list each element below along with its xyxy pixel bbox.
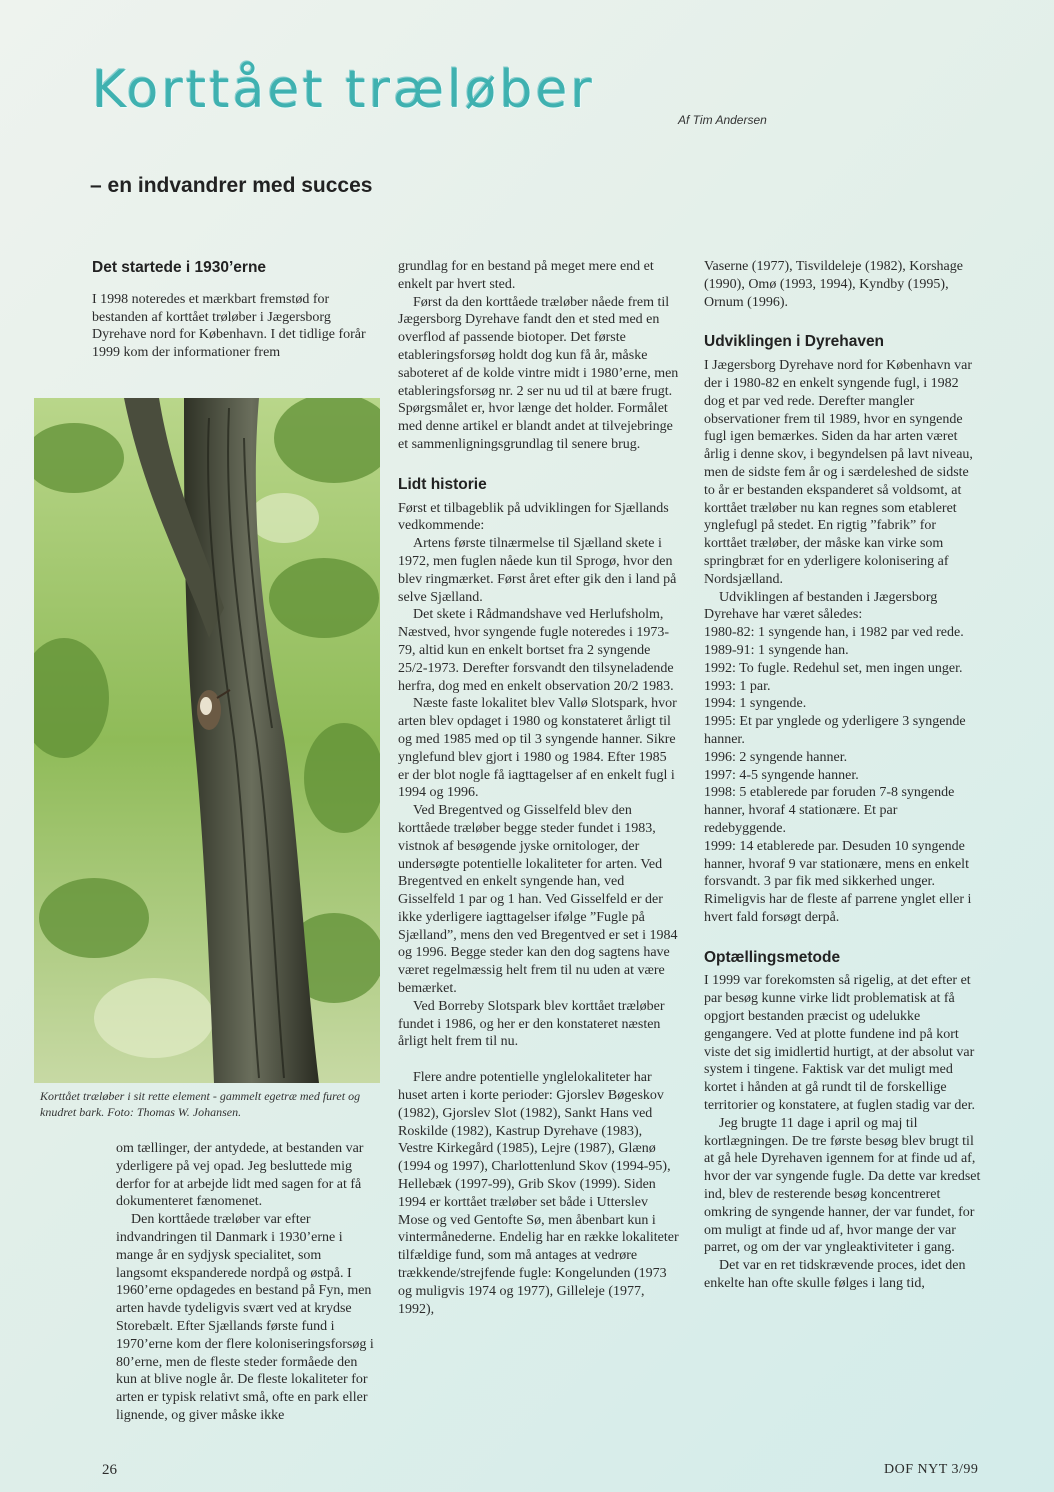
paragraph: Det var en ret tidskrævende proces, idet den enkelte han ofte skulle følges i lang tid,: [704, 1258, 966, 1292]
timeline-item: 1996: 2 syngende hanner.: [704, 749, 848, 765]
timeline-item: 1997: 4-5 syngende hanner.: [704, 767, 859, 783]
photo-illustration: [34, 398, 380, 1083]
column-2: [398, 258, 680, 1318]
paragraph: Vaserne (1977), Tisvildeleje (1982), Korshage (1990), Omø (1993, 1994), Kyndby (1995), Ornum (1996).: [704, 259, 963, 310]
paragraph: Først da den korttåede træløber nåede frem til Jægersborg Dyrehave fandt den et sted med en overflod af passende biotoper. Det første etableringsforsøg holdt dog kun få år, måske saboteret af de kolde vintre midt i 1980’erne, men etableringsforsøg nr. 2 ser nu ud til at bære frugt. Spørgsmålet er, hvor længe det holder. Formålet med denne artikel er blandt andet at tilvejebringe et sammenligningsgrundlag til senere brug.: [398, 294, 679, 452]
paragraph: grundlag for en bestand på meget mere end et enkelt par hvert sted.: [398, 259, 654, 292]
paragraph: Artens første tilnærmelse til Sjælland skete i 1972, men fuglen nåede kun til Sprogø, hvor den blev ringmærket. Først året efter gik den i land på selve Sjælland.: [398, 536, 677, 605]
paragraph: Ved Bregentved og Gisselfeld blev den korttåede træløber begge steder fundet i 1983, vistnok af besøgende jyske ornitologer, der undersøgte potentielle lokaliteter for arten. Ved Bregentved en enkelt syngende han, ved Gisselfeld 1 par og 1 han. Ved Gisselfeld er der ikke yderligere iagttagelser ifølge ”Fugle på Sjælland”, mens den ved Bregentved er set i 1984 og 1996. Begge steder kan den dog sagtens have været regelmæssig helt frem til nu uden at være bemærket.: [398, 803, 678, 997]
timeline-item: 1980-82: 1 syngende han, i 1982 par ved rede.: [704, 625, 964, 641]
timeline-item: 1995: Et par ynglede og yderligere 3 syngende hanner.: [704, 714, 966, 747]
paragraph: Ved Borreby Slotspark blev korttået træløber fundet i 1986, og her er den konstateret næsten årligt helt frem til nu.: [398, 998, 665, 1050]
paragraph: I 1999 var forekomsten så rigelig, at det efter et par besøg kunne virke lidt problematisk at få opgjort bestanden præcist og udelukke gengangere. Ved at plotte fundene ind på kort viste det sig imidlertid hurtigt, at der absolut var system i tingene. Faktisk var det muligt med kortet i hånden at gå rundt til de forskellige territorier og konstatere, at fuglen stadig var der.: [704, 973, 975, 1114]
paragraph: Udviklingen af bestanden i Jægersborg Dyrehave har været således:: [704, 589, 938, 623]
paragraph: Jeg brugte 11 dage i april og maj til kortlægningen. De tre første besøg blev brugt til at gå hele Dyrehaven igennem for at finde ud af, hvor der var syngende fugle. Da dette var kredset ind, blev de resterende besøg koncentreret omkring de syngende hanner, der var fundet, for om muligt at finde ud af, hvor mange der var parret, og om der var yngleaktiviteter i gang.: [704, 1115, 981, 1256]
paragraph: I Jægersborg Dyrehave nord for København var der i 1980-82 en enkelt syngende fugl, i 1982 dog et par ved rede. Derefter mangler observationer frem til 1989, hvor en syngende fugl igen bemærkes. Siden da har arten været årlig i denne skov, i begyndelsen på lavt niveau, men de sidste fem år og i særdeleshed de sidste to år er bestanden ekspanderet så voldsomt, at korttået træløber nu kan regnes som etableret ynglefugl på stedet. En rigtig ”fabrik” for korttået træløber, der måske kan virke som springbræt for en yderligere kolonisering af Nordsjælland.: [704, 358, 973, 587]
paragraph: Den korttåede træløber var efter indvandringen til Danmark i 1930’erne i mange år en sydjysk specialitet, som langsomt ekspanderede nordpå og østpå. I 1960’erne opdagedes en bestand på Fyn, men arten havde tydeligvis svært ved at krydse Storebælt. Efter Sjællands første fund i 1970’erne kom der flere koloniseringsforsøg i 80’erne, men de fleste steder formåede den kun at blive nogle år. De fleste lokaliteter for arten er typisk relativt små, ofte en park eller lignende, og giver måske ikke: [116, 1212, 374, 1423]
column-1-bottom: [116, 1140, 374, 1425]
timeline-item: 1994: 1 syngende.: [704, 696, 807, 712]
timeline-item: 1989-91: 1 syngende han.: [704, 642, 849, 658]
paragraph: Næste faste lokalitet blev Vallø Slotspark, hvor arten blev opdaget i 1980 og konstateret årligt til og med 1985 med op til 3 syngende hanner. Sikre ynglefund blev gjort i 1980 og 1984. Efter 1985 er der blot nogle få iagttagelser af en enkelt fugl i 1994 og 1996.: [398, 696, 677, 801]
column-1-top: [92, 259, 370, 362]
timeline-item: 1999: 14 etablerede par. Desuden 10 syngende hanner, hvoraf 9 var stationære, mens en enkelt forsvandt. 3 par fik med sikkerhed unger. Rimeligvis har de fleste af parrene ynglet eller i hvert fald forsøgt derpå.: [704, 838, 972, 925]
page-number: 26: [102, 1462, 117, 1478]
magazine-footer: DOF NYT 3/99: [884, 1462, 979, 1477]
paragraph: I 1998 noteredes et mærkbart fremstød for bestanden af korttået trøløber i Jægersborg Dyrehave nord for København. I det tidlige forår 1999 kom der informationer frem: [92, 291, 366, 361]
timeline-item: 1993: 1 par.: [704, 678, 771, 694]
paragraph: Det skete i Rådmandshave ved Herlufsholm, Næstved, hvor syngende fugle noteredes i 1973-79, altid kun en enkelt bortset fra 2 syngende 25/2-1973. Derefter forsvandt den tilsyneladende herfra, dog med en enkelt observation 20/2 1983.: [398, 607, 674, 694]
section-heading-1930: Det startede i 1930’erne: [92, 259, 267, 276]
article-subtitle: – en indvandrer med succes: [90, 174, 373, 197]
timeline-item: 1992: To fugle. Redehul set, men ingen unger.: [704, 660, 963, 676]
byline: Af Tim Andersen: [678, 113, 767, 127]
section-heading-method: Optællingsmetode: [704, 948, 841, 966]
paragraph: om tællinger, der antydede, at bestanden var yderligere på vej opad. Jeg besluttede mig derfor for at arbejde lidt med sagen for at få dokumenteret fænomenet.: [116, 1141, 364, 1210]
timeline-item: 1998: 5 etablerede par foruden 7-8 syngende hanner, hvoraf 4 stationære. Et par redebyggende.: [704, 785, 955, 836]
section-heading-dyrehaven: Udviklingen i Dyrehaven: [704, 333, 885, 351]
column-3: [704, 258, 982, 1293]
treecreeper-photo: [34, 398, 380, 1083]
paragraph: Flere andre potentielle ynglelokaliteter har huset arten i korte perioder: Gjorslev Bøgeskov (1982), Gjorslev Slot (1982), Sankt Hans ved Roskilde (1982), Kastrup Dyrehave (1983), Vestre Kirkegård (1985), Lejre (1987), Glænø (1994 og 1997), Charlottenlund Skov (1994-95), Hellebæk (1997-99), Grib Skov (1999). Siden 1994 er korttået træløber set både i Utterslev Mose og ved Gentofte Sø, men åbenbart kun i vintermånederne. Endelig har en række lokaliteter tilfældige fund, som må antages at vedrøre trækkende/strejfende fugle: Kongelunden (1973 og muligvis 1974 og 1977), Gilleleje (1977, 1992),: [398, 1070, 679, 1317]
article-title: Korttået træløber: [92, 60, 595, 120]
section-heading-history: Lidt historie: [398, 475, 487, 493]
paragraph: Først et tilbageblik på udviklingen for Sjællands vedkommende:: [398, 500, 669, 534]
photo-caption: Korttået træløber i sit rette element - gammelt egetræ med furet og knudret bark. Foto: Thomas W. Johansen.: [40, 1089, 361, 1119]
